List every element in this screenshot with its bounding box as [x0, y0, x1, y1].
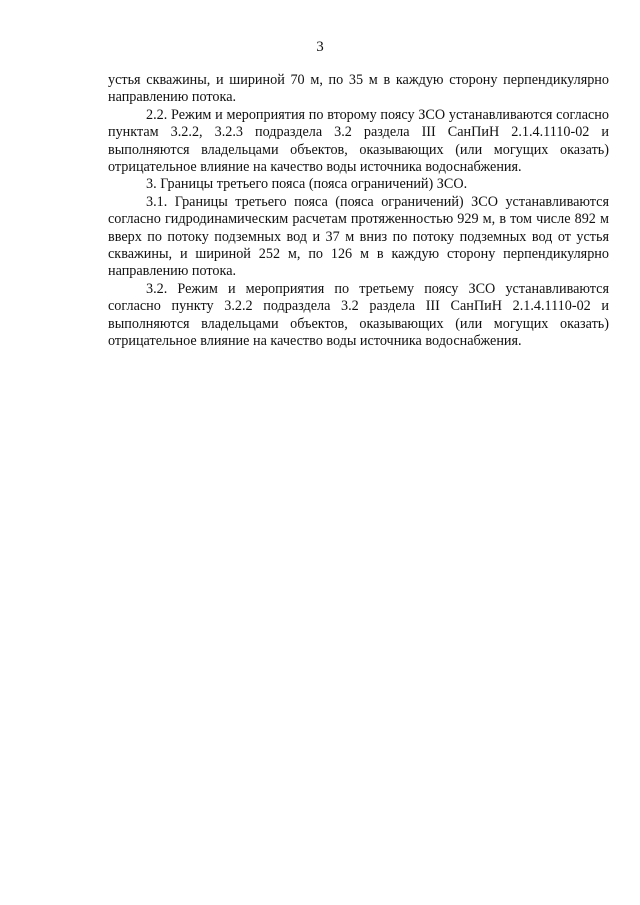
paragraph-3-2: 3.2. Режим и мероприятия по третьему поясу ЗСО устанавливаются согласно пункту 3.2.2 подраздела 3.2 раздела III СанПиН 2.1.4.1110-02 и выполняются владельцами объектов, оказывающих (или могущих оказать) отрицательное влияние на качество воды источника водоснабжения. — [108, 280, 609, 350]
paragraph-2-2: 2.2. Режим и мероприятия по второму поясу ЗСО устанавливаются согласно пунктам 3.2.2, 3.2.3 подраздела 3.2 раздела III СанПиН 2.1.4.1110-02 и выполняются владельцами объектов, оказывающих (или могущих оказать) отрицательное влияние на качество воды источника водоснабжения. — [108, 106, 609, 176]
document-body — [108, 72, 609, 351]
page-number: 3 — [316, 39, 324, 55]
paragraph-continuation: устья скважины, и шириной 70 м, по 35 м в каждую сторону перпендикулярно направлению потока. — [108, 72, 609, 106]
section-heading-3: 3. Границы третьего пояса (пояса ограничений) ЗСО. — [146, 176, 468, 193]
paragraph-3-1: 3.1. Границы третьего пояса (пояса ограничений) ЗСО устанавливаются согласно гидродинамическим расчетам протяженностью 929 м, в том числе 892 м вверх по потоку подземных вод и 37 м вниз по потоку подземных вод от устья скважины, и шириной 252 м, по 126 м в каждую сторону перпендикулярно направлению потока. — [108, 193, 609, 280]
